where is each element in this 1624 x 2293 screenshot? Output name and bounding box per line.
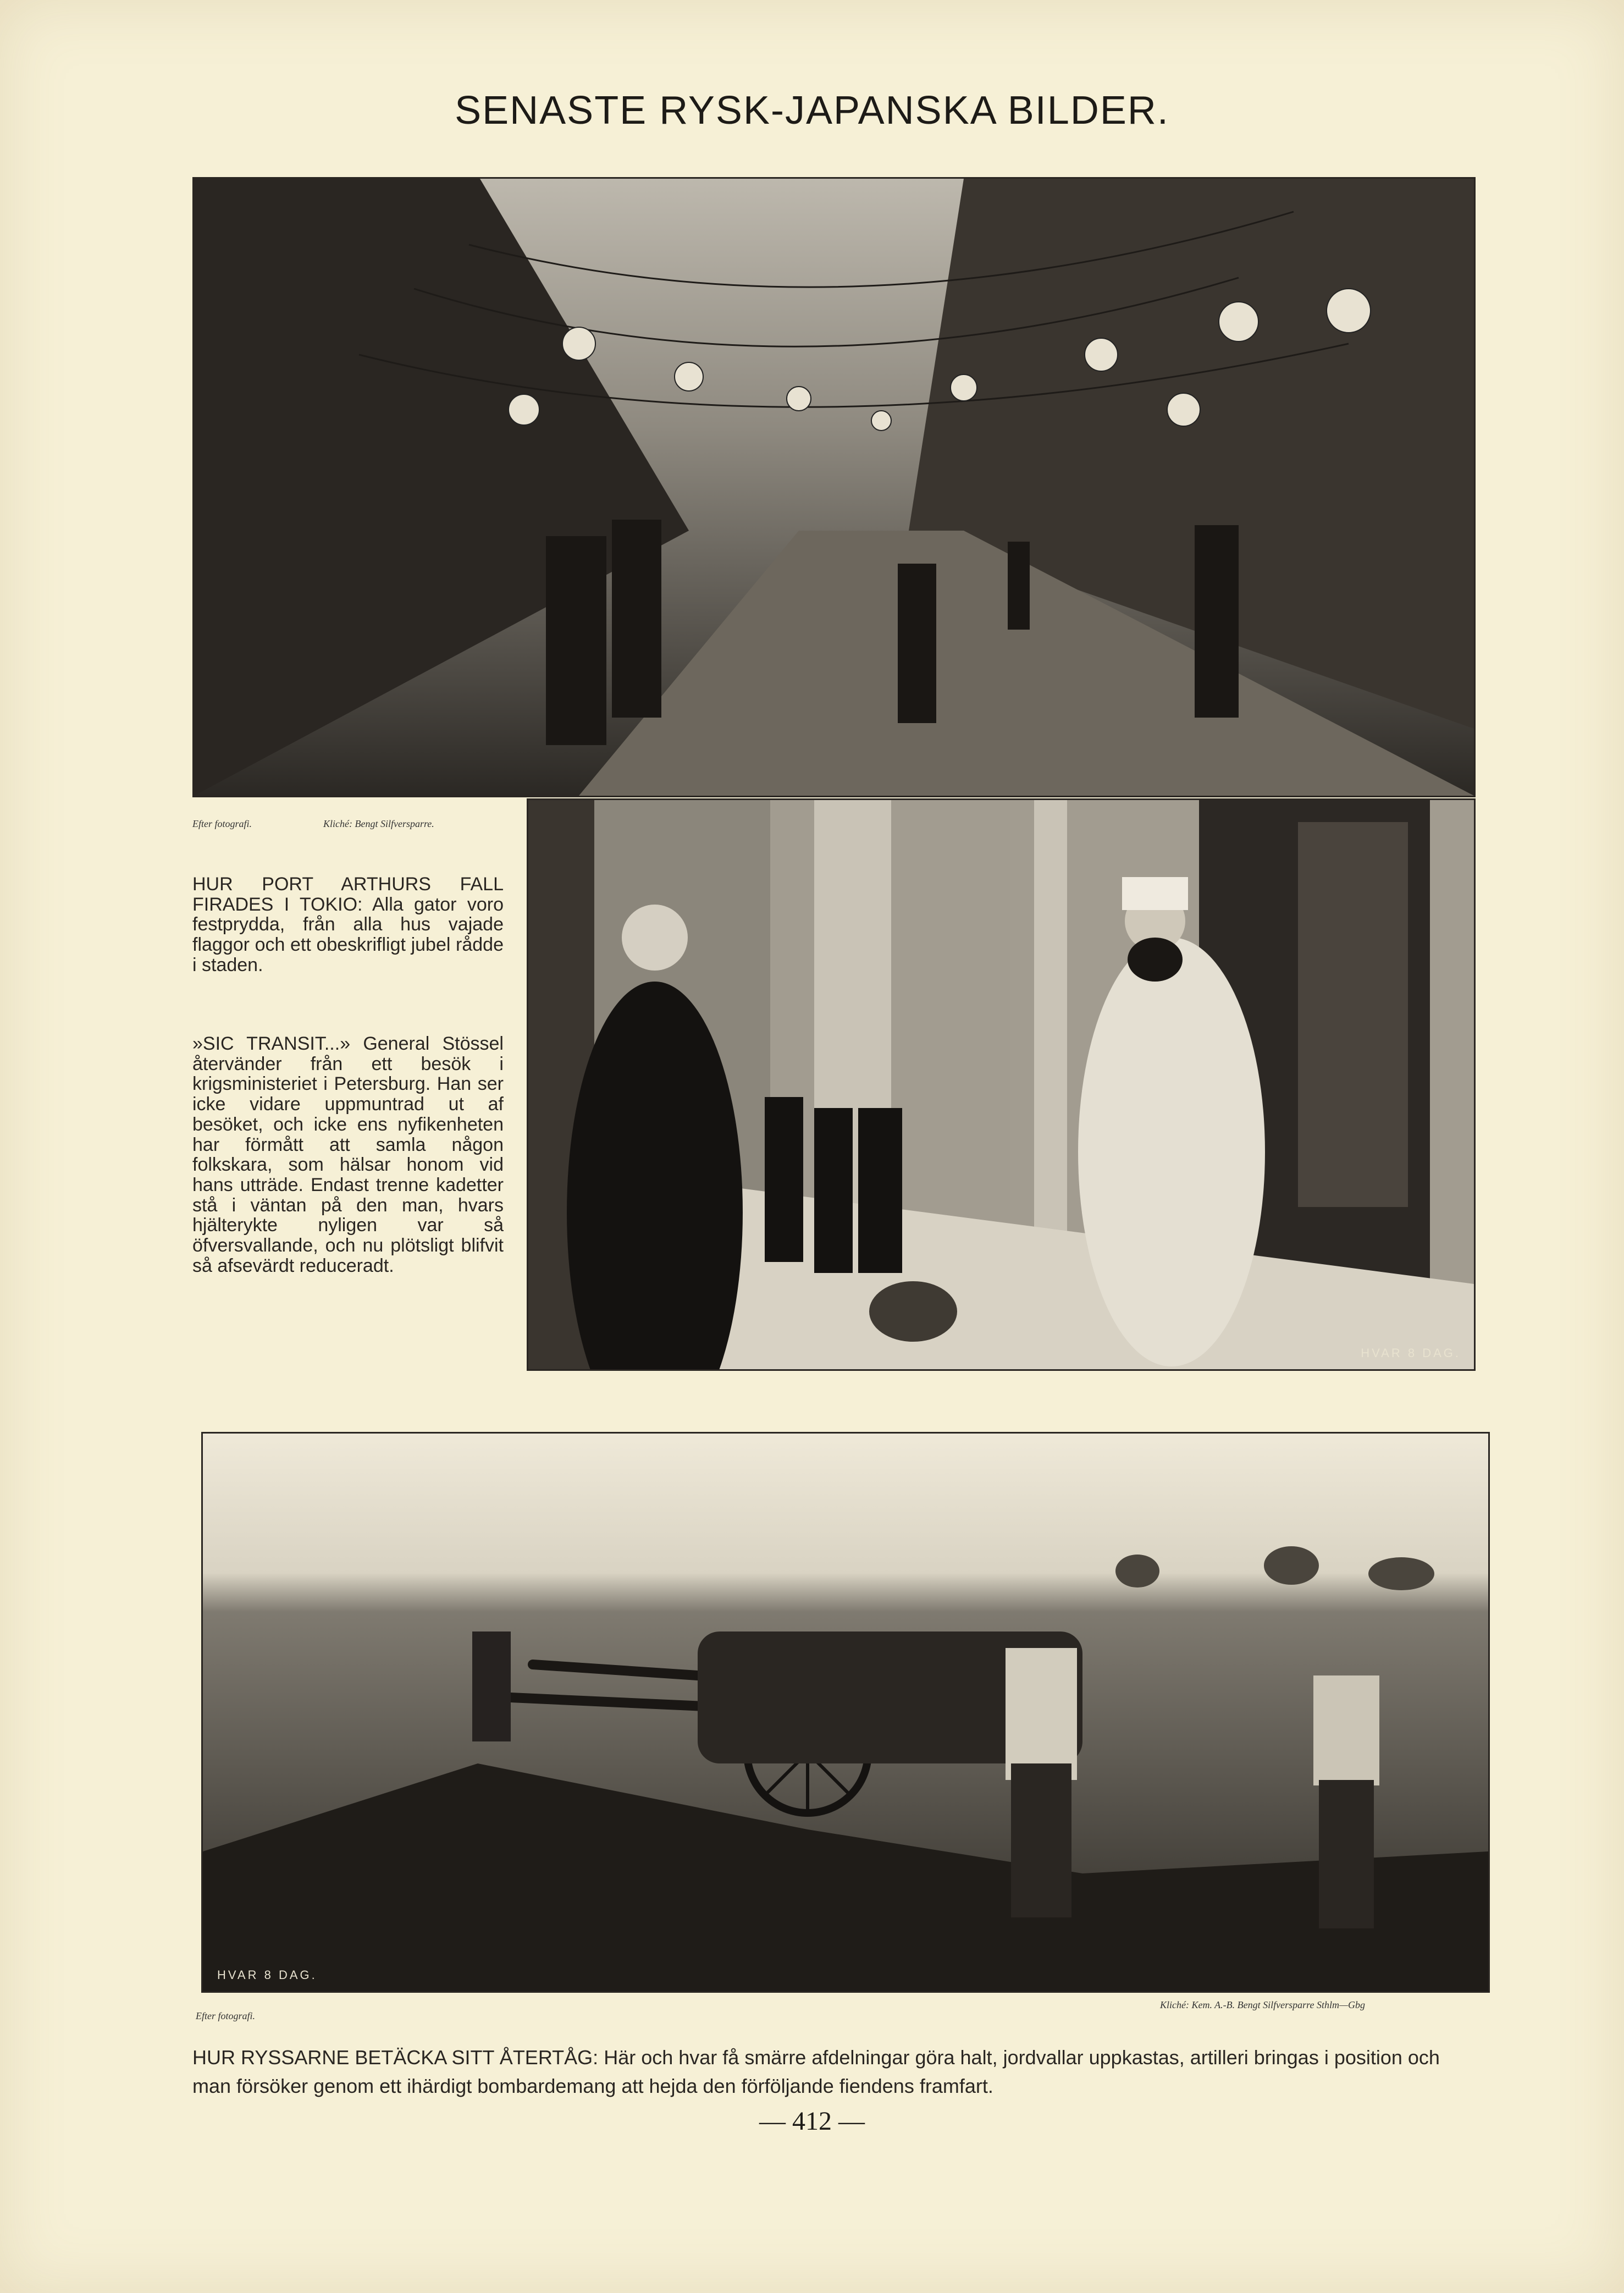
credit-bottom-left: Efter fotografi. bbox=[196, 2010, 255, 2021]
tokyo-street-image bbox=[194, 179, 1474, 796]
credit-bottom-right: Kliché: Kem. A.-B. Bengt Silfversparre Sthlm—Gbg bbox=[1160, 1999, 1365, 2010]
watermark-bottom: HVAR 8 DAG. bbox=[217, 1968, 317, 1982]
caption-port-arthur bbox=[192, 874, 504, 975]
credit-top-left: Efter fotografi. bbox=[192, 818, 252, 829]
photo-tokyo-street bbox=[192, 177, 1476, 797]
caption-port-arthur-text: Alla gator voro festprydda, från alla hus vajade flaggor och ett obeskrifligt jubel rådde i staden. bbox=[192, 894, 504, 975]
caption-port-arthur-heading: HUR PORT ARTHURS FALL FIRADES I TOKIO: bbox=[192, 874, 504, 915]
general-stossel-image bbox=[528, 800, 1474, 1369]
page-title: SENASTE RYSK-JAPANSKA BILDER. bbox=[455, 89, 1169, 133]
page-number: — 412 — bbox=[759, 2107, 865, 2136]
caption-russian-retreat-heading: HUR RYSSARNE BETÄCKA SITT ÅTERTÅG: bbox=[192, 2046, 599, 2069]
caption-sic-transit bbox=[192, 1034, 504, 1276]
caption-sic-transit-text: General Stössel återvänder från ett besök i krigsministeriet i Petersburg. Han ser icke vidare uppmuntrad ut af besöket, och icke ens nyfikenheten har förmått att samla någon folkskara, som hälsar honom vid hans utträde. Endast trenne kadetter stå i väntan på den man, hvars hjälterykte nyligen var så öfversvallande, och nu plötsligt blifvit så afsevärdt reduceradt. bbox=[192, 1033, 504, 1276]
watermark-middle: HVAR 8 DAG. bbox=[1361, 1346, 1461, 1360]
caption-russian-retreat-text: Här och hvar få smärre afdelningar göra halt, jordvallar uppkastas, artilleri bringas i position och man försöker genom ett ihärdigt bombardemang att hejda den förföljande fiendens framfart. bbox=[192, 2046, 1440, 2098]
credit-top-right: Kliché: Bengt Silfversparre. bbox=[323, 818, 434, 829]
photo-general-stossel bbox=[527, 798, 1476, 1371]
russian-artillery-image bbox=[203, 1434, 1488, 1991]
caption-sic-transit-heading: »SIC TRANSIT...» bbox=[192, 1033, 351, 1054]
photo-russian-artillery bbox=[201, 1432, 1490, 1993]
caption-russian-retreat bbox=[192, 2043, 1468, 2101]
